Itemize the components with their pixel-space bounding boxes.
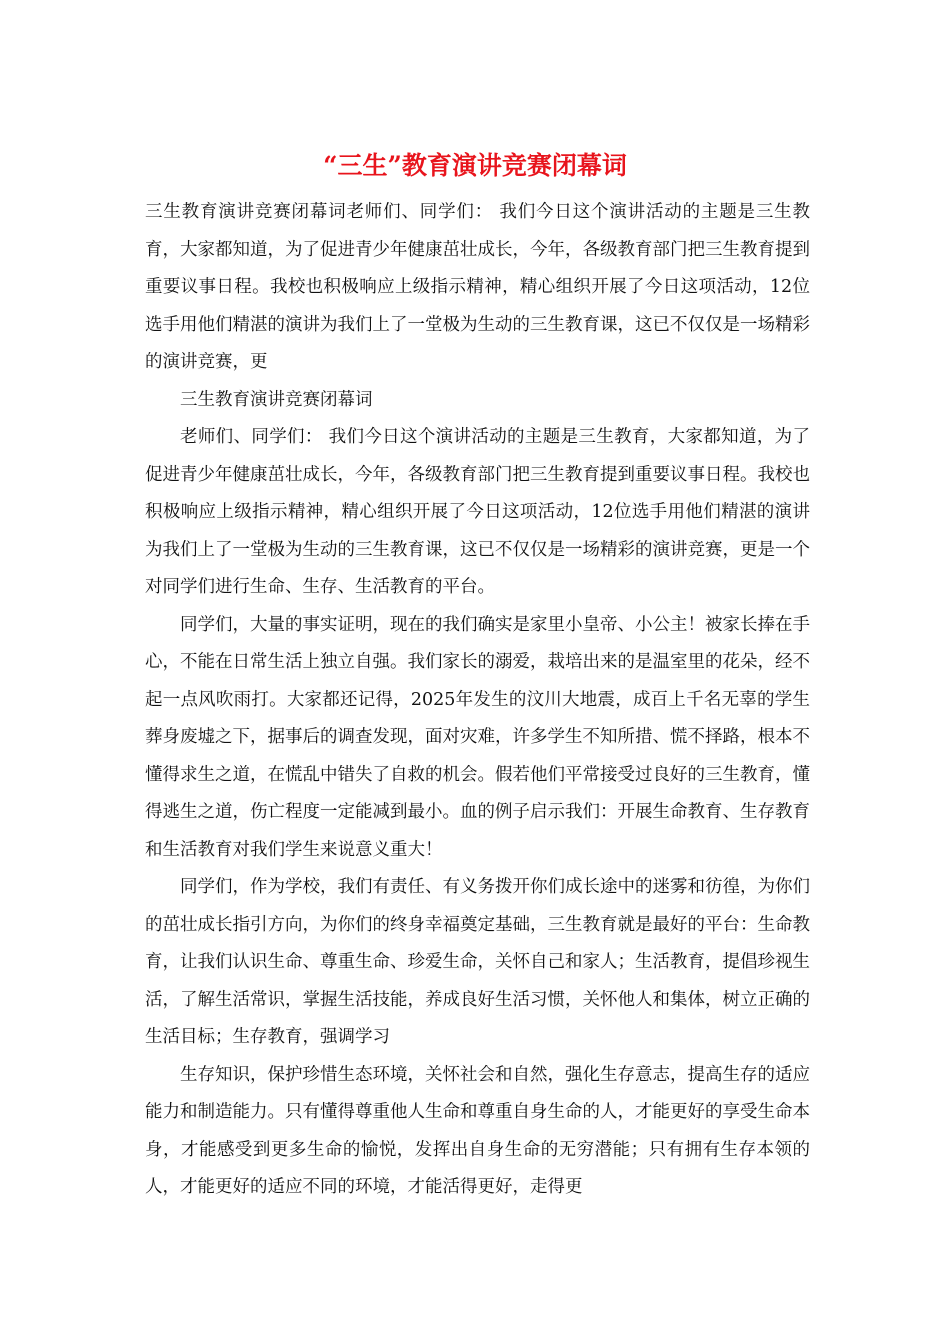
document-body <box>145 194 810 1207</box>
document-paragraph: 同学们，大量的事实证明，现在的我们确实是家里小皇帝、小公主！被家长捧在手心，不能在日常生活上独立自强。我们家长的溺爱，栽培出来的是温室里的花朵，经不起一点风吹雨打。大家都还记得，2025年发生的汶川大地震，成百上千名无辜的学生葬身废墟之下，据事后的调查发现，面对灾难，许多学生不知所措、慌不择路，根本不懂得求生之道，在慌乱中错失了自救的机会。假若他们平常接受过良好的三生教育，懂得逃生之道，伤亡程度一定能减到最小。血的例子启示我们：开展生命教育、生存教育和生活教育对我们学生来说意义重大！ <box>145 614 810 860</box>
document-title: “三生”教育演讲竞赛闭幕词 <box>323 151 627 180</box>
document-paragraph: 三生教育演讲竞赛闭幕词 <box>180 389 373 410</box>
document-paragraph: 生存知识，保护珍惜生态环境，关怀社会和自然，强化生存意志，提高生存的适应能力和制造能力。只有懂得尊重他人生命和尊重自身生命的人，才能更好的享受生命本身，才能感受到更多生命的愉悦，发挥出自身生命的无穷潜能；只有拥有生存本领的人，才能更好的适应不同的环境，才能活得更好，走得更 <box>145 1064 810 1197</box>
document-paragraph: 同学们，作为学校，我们有责任、有义务拨开你们成长途中的迷雾和彷徨，为你们的茁壮成长指引方向，为你们的终身幸福奠定基础，三生教育就是最好的平台：生命教育，让我们认识生命、尊重生命、珍爱生命，关怀自己和家人；生活教育，提倡珍视生活，了解生活常识，掌握生活技能，养成良好生活习惯，关怀他人和集体，树立正确的生活目标；生存教育，强调学习 <box>145 877 810 1047</box>
document-paragraph: 老师们、同学们： 我们今日这个演讲活动的主题是三生教育，大家都知道，为了促进青少年健康茁壮成长，今年，各级教育部门把三生教育提到重要议事日程。我校也积极响应上级指示精神，精心组织开展了今日这项活动，12位选手用他们精湛的演讲为我们上了一堂极为生动的三生教育课，这已不仅仅是一场精彩的演讲竞赛，更是一个对同学们进行生命、生存、生活教育的平台。 <box>145 427 810 597</box>
document-paragraph: 三生教育演讲竞赛闭幕词老师们、同学们： 我们今日这个演讲活动的主题是三生教育，大家都知道，为了促进青少年健康茁壮成长，今年，各级教育部门把三生教育提到重要议事日程。我校也积极响应上级指示精神，精心组织开展了今日这项活动，12位选手用他们精湛的演讲为我们上了一堂极为生动的三生教育课，这已不仅仅是一场精彩的演讲竞赛，更 <box>145 202 810 372</box>
